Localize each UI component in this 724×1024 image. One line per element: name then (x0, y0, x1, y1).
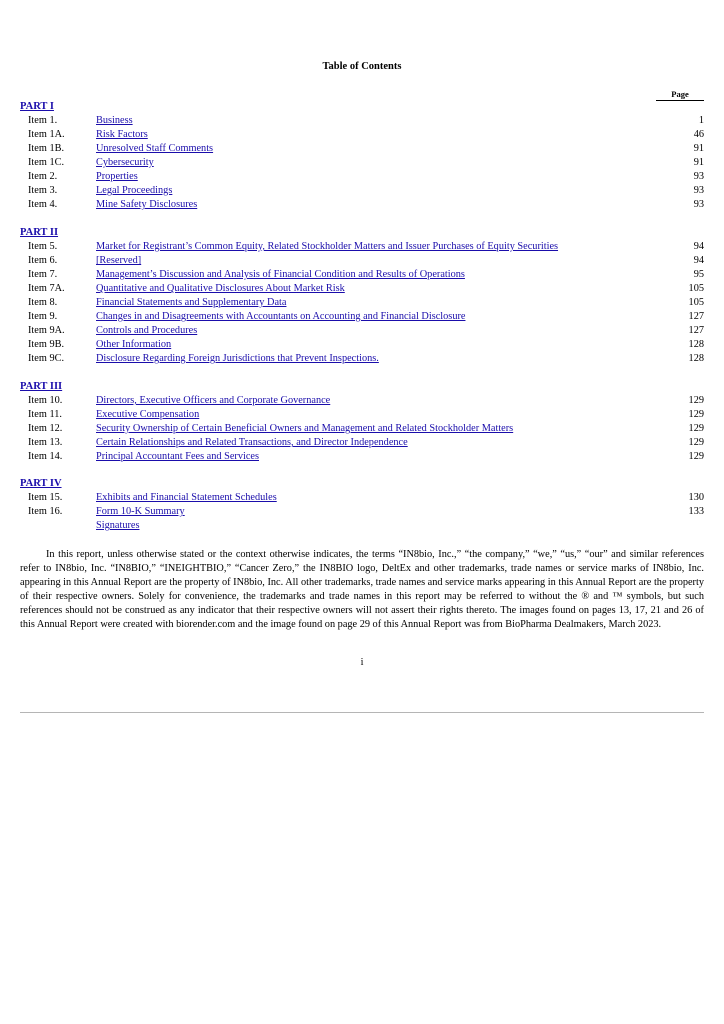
item-title-link[interactable]: Mine Safety Disclosures (96, 199, 198, 210)
page-column-header: Page (656, 89, 704, 101)
part-section (20, 477, 704, 533)
item-page-number: 93 (693, 199, 704, 210)
item-title-link[interactable]: Controls and Procedures (96, 325, 198, 336)
item-number: Item 1A. (28, 129, 65, 140)
item-page-number: 93 (693, 171, 704, 182)
item-page-number: 133 (688, 506, 704, 517)
toc-row (20, 268, 704, 282)
item-number: Item 6. (28, 255, 58, 266)
toc-row (20, 491, 704, 505)
item-title-link[interactable]: Quantitative and Qualitative Disclosures About Market Risk (96, 283, 345, 294)
part-heading-link[interactable]: PART II (20, 227, 59, 238)
item-page-number: 91 (693, 157, 704, 168)
item-page-number: 93 (693, 185, 704, 196)
item-number: Item 2. (28, 171, 58, 182)
item-title-link[interactable]: Risk Factors (96, 129, 148, 140)
toc-row (20, 422, 704, 436)
item-title-link[interactable]: Form 10-K Summary (96, 506, 185, 517)
item-number: Item 16. (28, 506, 63, 517)
item-title-link[interactable]: [Reserved] (96, 255, 142, 266)
item-title-link[interactable]: Exhibits and Financial Statement Schedules (96, 492, 277, 503)
item-number: Item 4. (28, 199, 58, 210)
item-page-number: 105 (688, 297, 704, 308)
part-heading-link[interactable]: PART III (20, 381, 63, 392)
item-number: Item 1. (28, 115, 58, 126)
toc-row (20, 254, 704, 268)
item-title-link[interactable]: Properties (96, 171, 138, 182)
item-title-link[interactable]: Management’s Discussion and Analysis of Financial Condition and Results of Operations (96, 269, 465, 280)
toc-row (20, 170, 704, 184)
item-page-number: 94 (693, 241, 704, 252)
toc-row (20, 240, 704, 254)
item-number: Item 1B. (28, 143, 65, 154)
toc-row (20, 324, 704, 338)
item-page-number: 46 (693, 129, 704, 140)
toc-row (20, 310, 704, 324)
item-title-link[interactable]: Legal Proceedings (96, 185, 173, 196)
item-number: Item 9C. (28, 353, 65, 364)
item-title-link[interactable]: Cybersecurity (96, 157, 154, 168)
item-number: Item 8. (28, 297, 58, 308)
item-number: Item 9B. (28, 339, 65, 350)
item-title-link[interactable]: Directors, Executive Officers and Corporate Governance (96, 395, 331, 406)
page-divider (20, 712, 704, 713)
part-heading-link[interactable]: PART IV (20, 478, 62, 489)
toc-row (20, 114, 704, 128)
toc-row (20, 184, 704, 198)
toc-row (20, 352, 704, 366)
part-section (20, 226, 704, 366)
item-number: Item 9. (28, 311, 58, 322)
item-number: Item 7. (28, 269, 58, 280)
item-title-link[interactable]: Certain Relationships and Related Transactions, and Director Independence (96, 437, 408, 448)
part-section (20, 100, 704, 212)
toc-row (20, 156, 704, 170)
item-title-link[interactable]: Security Ownership of Certain Beneficial Owners and Management and Related Stockholder Matters (96, 423, 514, 434)
part-section (20, 380, 704, 464)
item-title-link[interactable]: Business (96, 115, 133, 126)
item-title-link[interactable]: Unresolved Staff Comments (96, 143, 214, 154)
item-title-link[interactable]: Disclosure Regarding Foreign Jurisdictions that Prevent Inspections. (96, 353, 379, 364)
item-page-number: 127 (688, 325, 704, 336)
toc-row (20, 505, 704, 519)
item-number: Item 5. (28, 241, 58, 252)
item-page-number: 94 (693, 255, 704, 266)
item-page-number: 95 (693, 269, 704, 280)
item-page-number: 129 (688, 437, 704, 448)
item-number: Item 10. (28, 395, 63, 406)
item-number: Item 15. (28, 492, 63, 503)
item-number: Item 12. (28, 423, 63, 434)
toc-row (20, 338, 704, 352)
toc-title: Table of Contents (322, 61, 402, 72)
item-page-number: 105 (688, 283, 704, 294)
toc-row (20, 282, 704, 296)
item-title-link[interactable]: Financial Statements and Supplementary Data (96, 297, 287, 308)
item-title-link[interactable]: Principal Accountant Fees and Services (96, 451, 259, 462)
toc-row (20, 519, 704, 533)
toc-row (20, 436, 704, 450)
item-page-number: 129 (688, 451, 704, 462)
item-number: Item 1C. (28, 157, 65, 168)
item-title-link[interactable]: Other Information (96, 339, 172, 350)
item-number: Item 11. (28, 409, 62, 420)
toc-row (20, 450, 704, 464)
page-number: i (360, 657, 364, 668)
trademark-paragraph: In this report, unless otherwise stated or the context otherwise indicates, the terms “IN8bio, Inc.,” “the company,” “we,” “us,” “our” and similar references refer to IN8bio, Inc. “IN8BIO,” “INEIGHTBIO,” “Cancer Zero,” the IN8BIO logo, DeltEx and other trademarks, trade names or service marks of IN8bio, Inc. appearing in this Annual Report are the property of IN8bio, Inc. All other trademarks, trade names and service marks appearing in this Annual Report are the property of their respective owners. Solely for convenience, the trademarks and trade names in this report may be referred to without the ® and ™ symbols, but such references should not be construed as any indicator that their respective owners will not assert their rights thereto. The images found on pages 13, 17, 21 and 26 of this Annual Report were created with biorender.com and the image found on page 29 of this Annual Report was from BioPharma Dealmakers, March 2023. (20, 549, 704, 630)
item-number: Item 14. (28, 451, 63, 462)
signatures-link[interactable]: Signatures (96, 520, 140, 531)
toc-row (20, 408, 704, 422)
toc-row (20, 296, 704, 310)
item-number: Item 7A. (28, 283, 65, 294)
item-number: Item 13. (28, 437, 63, 448)
item-page-number: 128 (688, 353, 704, 364)
item-number: Item 9A. (28, 325, 65, 336)
toc-row (20, 394, 704, 408)
item-page-number: 130 (688, 492, 704, 503)
item-title-link[interactable]: Executive Compensation (96, 409, 200, 420)
item-number: Item 3. (28, 185, 58, 196)
item-page-number: 129 (688, 395, 704, 406)
part-heading-link[interactable]: PART I (20, 101, 54, 112)
item-page-number: 129 (688, 423, 704, 434)
item-page-number: 91 (693, 143, 704, 154)
toc-row (20, 128, 704, 142)
item-page-number: 128 (688, 339, 704, 350)
item-page-number: 1 (698, 115, 704, 126)
toc-row (20, 198, 704, 212)
item-page-number: 129 (688, 409, 704, 420)
item-title-link[interactable]: Changes in and Disagreements with Accountants on Accounting and Financial Disclosure (96, 311, 466, 322)
item-page-number: 127 (688, 311, 704, 322)
item-title-link[interactable]: Market for Registrant’s Common Equity, Related Stockholder Matters and Issuer Purchases of Equity Securities (96, 241, 559, 252)
toc-row (20, 142, 704, 156)
